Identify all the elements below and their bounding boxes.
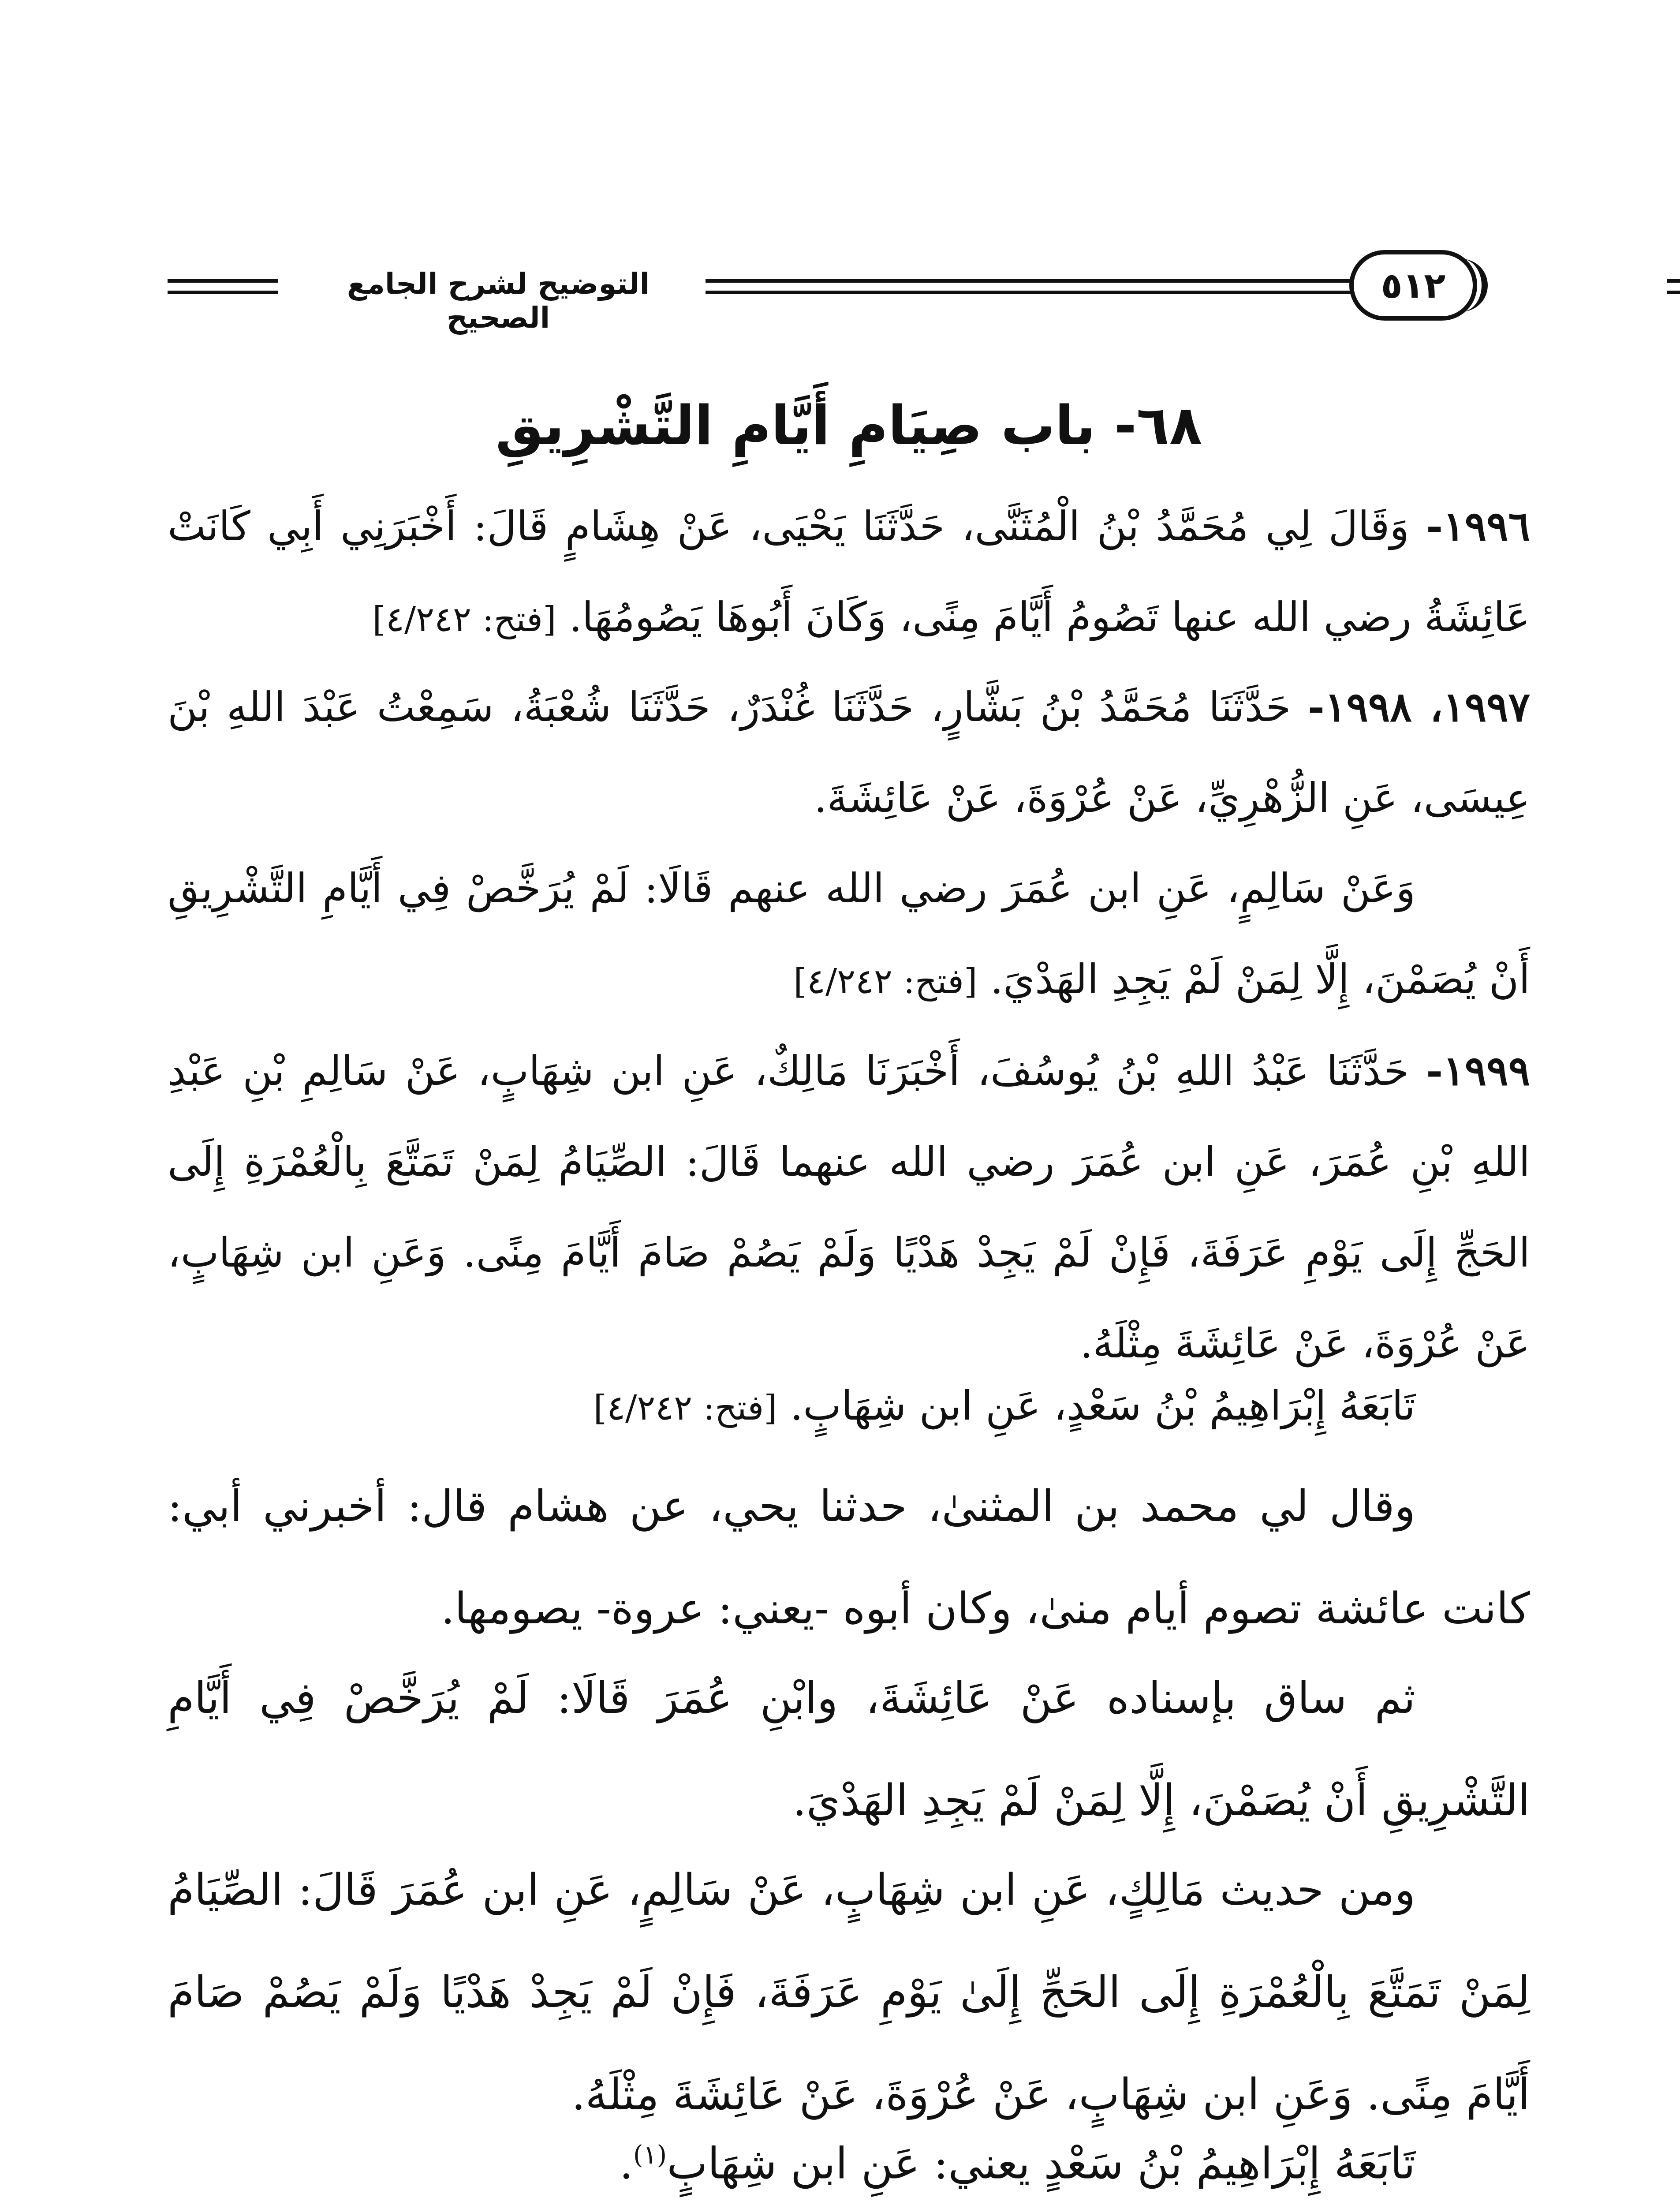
header-rule-right	[1667, 279, 1680, 294]
hadith-number: ١٩٩٩-	[1426, 1047, 1530, 1095]
hadith-1999	[168, 1025, 1530, 1389]
page-number-badge	[1349, 250, 1477, 321]
fath-reference: [فتح: ٤/٢٤٢]	[793, 962, 978, 1002]
hadith-number: ١٩٩٦-	[1426, 502, 1530, 550]
commentary-text: تَابَعَهُ إِبْرَاهِيمُ بْنُ سَعْدٍ يعني: عَنِ ابن شِهَابٍ	[667, 2138, 1415, 2189]
hadith-text: حَدَّثَنَا مُحَمَّدُ بْنُ بَشَّارٍ، حَدَّثَنَا غُنْدَرٌ، حَدَّثَنَا شُعْبَةُ، سَمِعْتُ عَبْدَ اللهِ بْنَ عِيسَى، عَنِ الزُّهْرِيِّ، عَنْ عُرْوَةَ، عَنْ عَائِشَةَ.	[168, 684, 1530, 822]
hadith-1996	[168, 481, 1530, 665]
hadith-1997-1998	[168, 662, 1530, 844]
header-rule-left	[168, 279, 278, 294]
hadith-1997-1998-continuation	[168, 843, 1530, 1027]
commentary-paragraph-2: ثم ساق بإسناده عَنْ عَائِشَةَ، وابْنِ عُمَرَ قَالَا: لَمْ يُرَخَّصْ فِي أَيَّامِ التَّشْرِيقِ أَنْ يُصَمْنَ، إِلَّا لِمَنْ لَمْ يَجِدِ الهَدْيَ.	[168, 1673, 1530, 1826]
hadith-text: حَدَّثَنَا عَبْدُ اللهِ بْنُ يُوسُفَ، أَخْبَرَنَا مَالِكٌ، عَنِ ابن شِهَابٍ، عَنْ سَالِمِ بْنِ عَبْدِ اللهِ بْنِ عُمَرَ، عَنِ ابن عُمَرَ رضي الله عنهما قَالَ: الصِّيَامُ لِمَنْ تَمَتَّعَ بِالْعُمْرَةِ إِلَى الحَجِّ إِلَى يَوْمِ عَرَفَةَ، فَإِنْ لَمْ يَجِدْ هَدْيًا وَلَمْ يَصُمْ صَامَ أَيَّامَ مِنًى. وَعَنِ ابن شِهَابٍ، عَنْ عُرْوَةَ، عَنْ عَائِشَةَ مِثْلَهُ.	[168, 1047, 1530, 1367]
commentary-paragraph-3: ومن حديث مَالِكٍ، عَنِ ابن شِهَابٍ، عَنْ سَالِمٍ، عَنِ ابن عُمَرَ قَالَ: الصِّيَامُ لِمَنْ تَمَتَّعَ بِالْعُمْرَةِ إِلَى الحَجِّ إِلَىٰ يَوْمِ عَرَفَةَ، فَإِنْ لَمْ يَجِدْ هَدْيًا وَلَمْ يَصُمْ صَامَ أَيَّامَ مِنًى. وَعَنِ ابن شِهَابٍ، عَنْ عُرْوَةَ، عَنْ عَائِشَةَ مِثْلَهُ.	[168, 1865, 1530, 2120]
hadith-1999-mutabaa	[168, 1360, 1530, 1454]
book-title: التوضيح لشرح الجامع الصحيح	[347, 267, 650, 335]
footnote-reference: (١)	[633, 2140, 667, 2170]
commentary-paragraph-4	[168, 2104, 1530, 2205]
hadith-text: وَعَنْ سَالِمٍ، عَنِ ابن عُمَرَ رضي الله عنهم قَالَا: لَمْ يُرَخَّصْ فِي أَيَّامِ التَّشْرِيقِ أَنْ يُصَمْنَ، إِلَّا لِمَنْ لَمْ يَجِدِ الهَدْيَ.	[168, 865, 1530, 1003]
hadith-text: وَقَالَ لِي مُحَمَّدُ بْنُ الْمُثَنَّى، حَدَّثَنَا يَحْيَى، عَنْ هِشَامٍ قَالَ: أَخْبَرَنِي أَبِي كَانَتْ عَائِشَةُ رضي الله عنها تَصُومُ أَيَّامَ مِنًى، وَكَانَ أَبُوهَا يَصُومُهَا.	[168, 503, 1530, 641]
header-rule-middle	[706, 279, 1460, 294]
commentary-paragraph-1: وقال لي محمد بن المثنىٰ، حدثنا يحي، عن هشام قال: أخبرني أبي: كانت عائشة تصوم أيام منىٰ، وكان أبوه -يعني: عروة- يصومها.	[168, 1481, 1530, 1634]
fath-reference: [فتح: ٤/٢٤٢]	[593, 1388, 777, 1428]
running-header	[168, 245, 1530, 335]
chapter-heading: ٦٨- باب صِيَامِ أَيَّامِ التَّشْرِيقِ	[495, 394, 1202, 457]
fath-reference: [فتح: ٤/٢٤٢]	[372, 600, 556, 639]
closing-period: .	[619, 2138, 633, 2189]
hadith-text: تَابَعَهُ إِبْرَاهِيمُ بْنُ سَعْدٍ، عَنِ ابن شِهَابٍ.	[790, 1382, 1415, 1429]
page-number: ٥١٢	[1381, 265, 1446, 306]
hadith-number: ١٩٩٧، ١٩٩٨-	[1307, 683, 1530, 731]
